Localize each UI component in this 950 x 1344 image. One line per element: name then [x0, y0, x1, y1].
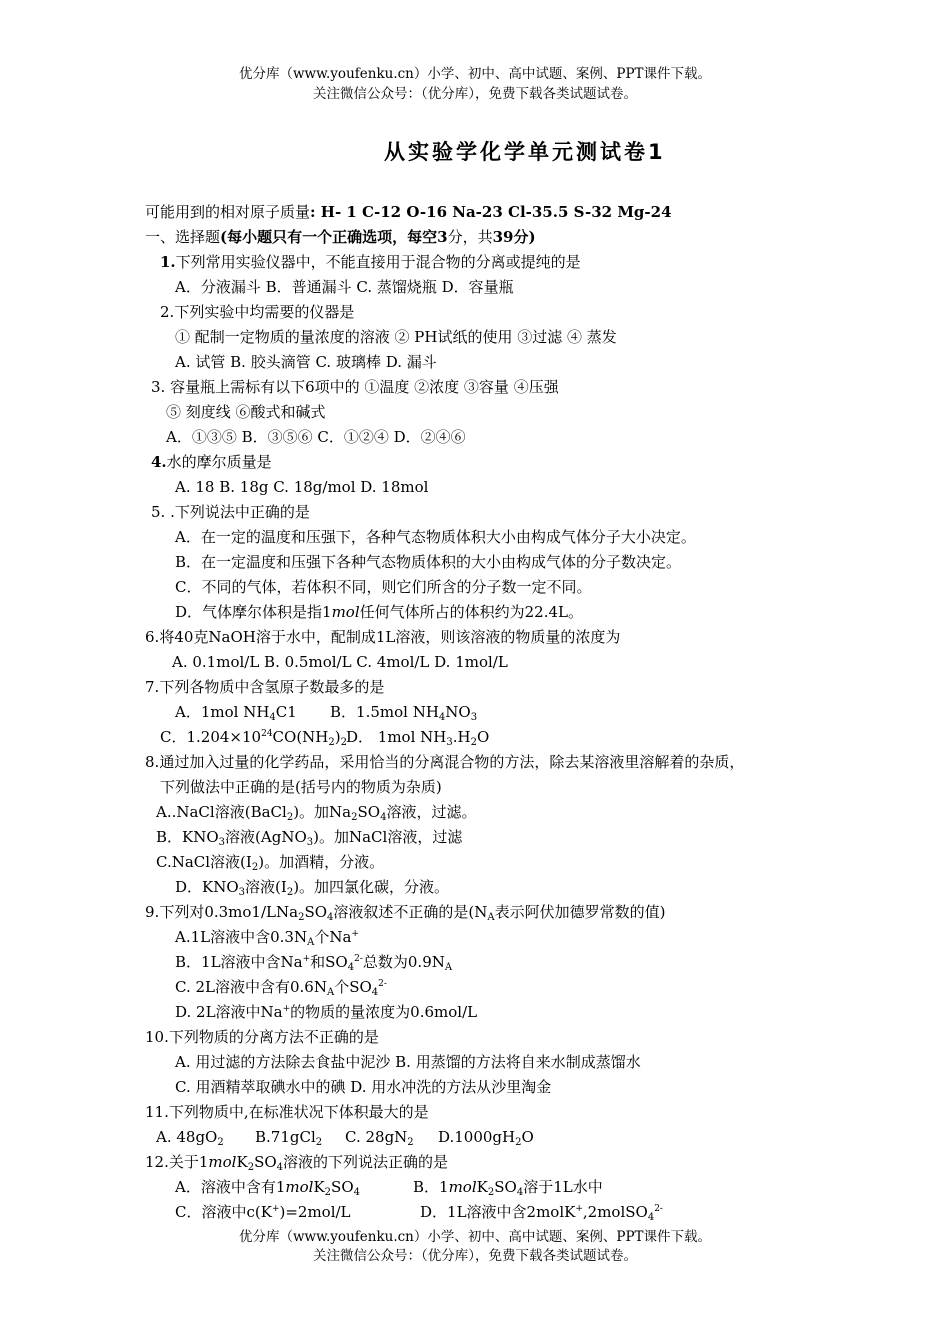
- question-stem: 下列物质的分离方法不正确的是: [168, 1028, 379, 1046]
- subscript: 2: [324, 1187, 332, 1198]
- subscript: 4: [438, 712, 446, 723]
- subscript: 4: [347, 962, 355, 973]
- option-text: SO: [494, 1178, 517, 1196]
- question-2-options: A. 试管 B. 胶头滴管 C. 玻璃棒 D. 漏斗: [175, 353, 437, 371]
- question-stem: 表示阿伏加德罗常数的值): [494, 903, 666, 921]
- header-line-2: 关注微信公众号：（优分库），免费下载各类试题试卷。: [313, 86, 637, 102]
- question-9-option-d: [175, 1002, 477, 1022]
- section-heading: [145, 227, 536, 247]
- subscript: 2: [487, 1187, 495, 1198]
- superscript: 2-: [654, 1204, 663, 1214]
- subscript: 4: [327, 912, 334, 923]
- question-stem: 将40克NaOH溶于水中，配制成1L溶液，则该溶液的物质量的浓度为: [159, 628, 621, 646]
- question-11-option-a: [156, 1127, 224, 1147]
- subscript: 2: [328, 737, 335, 748]
- option-text: B．1: [413, 1178, 449, 1196]
- question-stem: 下列物质中,在标准状况下体积最大的是: [168, 1103, 429, 1121]
- option-text: C．溶液中c(K: [175, 1203, 272, 1221]
- question-7-option-d: [346, 727, 489, 747]
- option-text: A．1mol NH: [175, 703, 270, 721]
- subscript: 4: [276, 1162, 284, 1173]
- superscript: +: [575, 1204, 583, 1214]
- subscript: 2: [286, 887, 294, 898]
- subscript: 3: [238, 887, 246, 898]
- question-11-option-c: [345, 1127, 414, 1147]
- question-6: [145, 627, 620, 647]
- question-6-options: A. 0.1mol/L B. 0.5mol/L C. 4mol/L D. 1mol/L: [172, 653, 508, 671]
- unit: mol: [448, 1178, 477, 1196]
- option-text: ): [334, 728, 341, 746]
- question-stem: 溶液的下列说法正确的是: [283, 1153, 449, 1171]
- section-title: 一、选择题: [145, 228, 221, 246]
- option-text: 溶于1L水中: [523, 1178, 603, 1196]
- subscript: 2: [251, 862, 259, 873]
- question-7: [145, 677, 384, 697]
- question-stem: 下列对0.3mo1/LNa: [159, 903, 299, 921]
- question-3-options: A．①③⑤ B．③⑤⑥ C．①②④ D．②④⑥: [166, 428, 466, 446]
- option-text: B．1: [330, 703, 366, 721]
- option-text: A. 48gO: [156, 1128, 218, 1146]
- question-2: [160, 302, 354, 322]
- question-stem: 通过加入过量的化学药品，采用恰当的分离混合物的方法，除去某溶液里溶解着的杂质，: [159, 753, 745, 771]
- question-number: 10.: [145, 1028, 169, 1046]
- question-7-option-b: [330, 702, 477, 722]
- section-note-3: 分): [513, 228, 536, 246]
- option-text: B．KNO: [156, 828, 219, 846]
- superscript: 2-: [354, 954, 363, 964]
- option-text: 总数为0.9N: [362, 953, 445, 971]
- subscript: 2: [351, 812, 358, 823]
- option-text: C. 2L溶液中含有0.6N: [175, 978, 327, 996]
- superscript: +: [271, 1204, 280, 1214]
- question-stem: 溶液叙述不正确的是(N: [333, 903, 488, 921]
- question-number: 6.: [145, 628, 160, 646]
- question-11-option-d: [438, 1127, 534, 1147]
- subscript: 3: [306, 837, 314, 848]
- section-total: 39: [492, 228, 514, 246]
- question-number: 5. .: [151, 503, 175, 521]
- option-text: 溶液(AgNO: [225, 828, 307, 846]
- question-12-option-a: [175, 1177, 360, 1197]
- option-text: B.71gCl: [255, 1128, 316, 1146]
- option-text: 溶液，过滤。: [386, 803, 477, 821]
- question-3: 3. 容量瓶上需标有以下6项中的 ①温度 ②浓度 ③容量 ④压强: [151, 378, 559, 396]
- subscript: 4: [353, 1187, 360, 1198]
- footer-line-2: 关注微信公众号：（优分库），免费下载各类试题试卷。: [313, 1248, 637, 1264]
- question-12-option-b: [413, 1177, 603, 1197]
- question-3-line-2: ⑤ 刻度线 ⑥酸式和碱式: [166, 403, 326, 421]
- option-text: O: [521, 1128, 534, 1146]
- question-4-options: A. 18 B. 18g C. 18g/mol D. 18mol: [175, 478, 429, 496]
- question-1-options: A．分液漏斗 B．普通漏斗 C. 蒸馏烧瓶 D．容量瓶: [175, 278, 514, 296]
- option-text: A．溶液中含有1: [175, 1178, 286, 1196]
- option-text: .H: [452, 728, 471, 746]
- question-5-option-a: A．在一定的温度和压强下，各种气态物质体积大小由构成气体分子大小决定。: [175, 528, 696, 546]
- subscript: 2: [217, 1137, 224, 1148]
- option-text: )。加酒精，分液。: [258, 853, 385, 871]
- section-note-2: 分，共: [447, 228, 493, 246]
- question-number: 9.: [145, 903, 160, 921]
- subscript: 4: [371, 987, 379, 998]
- option-text: K: [313, 1178, 325, 1196]
- atomic-masses: [145, 202, 672, 222]
- subscript: 3: [446, 737, 453, 748]
- subscript: 4: [380, 812, 387, 823]
- option-text: D．1L溶液中含2molK: [420, 1203, 576, 1221]
- subscript: 4: [516, 1187, 524, 1198]
- question-10-options-cd: C. 用酒精萃取碘水中的碘 D. 用水冲洗的方法从沙里淘金: [175, 1078, 552, 1096]
- subscript: A: [307, 937, 315, 948]
- subscript: 3: [470, 712, 478, 723]
- question-1: [160, 252, 581, 272]
- option-text: D.1000gH: [438, 1128, 516, 1146]
- question-10: [145, 1027, 379, 1047]
- question-9-option-a: [175, 927, 359, 947]
- option-text: D．KNO: [175, 878, 239, 896]
- option-text: C．1: [160, 728, 197, 746]
- question-number: 12.: [145, 1153, 169, 1171]
- option-text: K: [476, 1178, 488, 1196]
- page-title: 从实验学化学单元测试卷1: [384, 140, 666, 164]
- question-8-option-c: [156, 852, 384, 872]
- question-8-stem-2: 下列做法中正确的是(括号内的物质为杂质): [160, 778, 442, 796]
- superscript: 2-: [378, 979, 387, 989]
- question-stem: 下列常用实验仪器中，不能直接用于混合物的分离或提纯的是: [175, 253, 581, 271]
- footer-line-1: 优分库（www.youfenku.cn）小学、初中、高中试题、案例、PPT课件下载。: [238, 1229, 712, 1245]
- atomic-masses-values: : H- 1 C-12 O-16 Na-23 Cl-35.5 S-32 Mg-24: [310, 203, 672, 221]
- atomic-masses-prefix: 可能用到的相对原子质量: [145, 203, 311, 221]
- unit: mol: [285, 1178, 314, 1196]
- option-text: D. 2L溶液中Na: [175, 1003, 283, 1021]
- option-text: SO: [331, 1178, 354, 1196]
- superscript: 24: [261, 729, 273, 739]
- option-text: 个SO: [334, 978, 372, 996]
- question-5-option-b: B．在一定温度和压强下各种气态物质体积的大小由构成气体的分子数决定。: [175, 553, 682, 571]
- option-text: SO: [357, 803, 381, 821]
- header-line-1: 优分库（www.youfenku.cn）小学、初中、高中试题、案例、PPT课件下载。: [238, 66, 712, 82]
- option-text: )。加NaCl溶液，过滤: [313, 828, 463, 846]
- option-text: D．气体摩尔体积是指1: [175, 603, 332, 621]
- option-text: B．1L溶液中含Na: [175, 953, 303, 971]
- question-4: [151, 452, 272, 472]
- question-7-option-a: [175, 702, 297, 722]
- subscript: 4: [269, 712, 276, 723]
- option-text: C.NaCl溶液(I: [156, 853, 252, 871]
- question-9: [145, 902, 665, 922]
- question-5: [151, 502, 310, 522]
- subscript: 2: [286, 812, 294, 823]
- subscript: A: [444, 962, 453, 973]
- question-number: 4.: [151, 453, 167, 471]
- question-number: 8.: [145, 753, 160, 771]
- question-8-option-d: [175, 877, 449, 897]
- question-stem: 关于1: [168, 1153, 209, 1171]
- question-number: 11.: [145, 1103, 169, 1121]
- option-text: 和SO: [310, 953, 348, 971]
- option-text: A..NaCl溶液(BaCl: [156, 803, 287, 821]
- subscript: 2: [407, 1137, 414, 1148]
- unit: mol: [208, 1153, 237, 1171]
- subscript: A: [326, 987, 335, 998]
- question-number: 2.: [160, 303, 175, 321]
- option-text: )=2mol/L: [279, 1203, 351, 1221]
- unit: mol: [331, 603, 360, 621]
- subscript: 3: [218, 837, 226, 848]
- question-number: 1.: [160, 253, 176, 271]
- subscript: A: [487, 912, 495, 923]
- option-text: O: [476, 728, 490, 746]
- question-12-option-d: [420, 1202, 663, 1222]
- option-text: 溶液(I: [245, 878, 287, 896]
- option-text: 的物质的量浓度为0.6mol/L: [290, 1003, 478, 1021]
- question-11-option-b: [255, 1127, 322, 1147]
- question-12-option-c: [175, 1202, 351, 1222]
- option-text: A.1L溶液中含0.3N: [175, 928, 308, 946]
- option-text: )。加四氯化碳，分液。: [293, 878, 450, 896]
- option-text: .5mol NH: [365, 703, 439, 721]
- subscript: 2: [247, 1162, 255, 1173]
- question-5-option-c: C．不同的气体，若体积不同，则它们所含的分子数一定不同。: [175, 578, 592, 596]
- option-text: C. 28gN: [345, 1128, 408, 1146]
- question-8-option-b: [156, 827, 462, 847]
- question-10-options-ab: A. 用过滤的方法除去食盐中泥沙 B. 用蒸馏的方法将自来水制成蒸馏水: [175, 1053, 641, 1071]
- question-stem: K: [236, 1153, 248, 1171]
- question-11: [145, 1102, 429, 1122]
- section-points: 3: [437, 228, 448, 246]
- subscript: 2: [315, 1137, 323, 1148]
- option-text: C1: [275, 703, 297, 721]
- option-text: .204×10: [196, 728, 262, 746]
- option-text: 个Na: [314, 928, 352, 946]
- option-text: CO(NH: [272, 728, 329, 746]
- question-7-option-c: [160, 727, 347, 747]
- question-stem: 下列实验中均需要的仪器是: [174, 303, 355, 321]
- question-2-items: ① 配制一定物质的量浓度的溶液 ② PH试纸的使用 ③过滤 ④ 蒸发: [175, 328, 617, 346]
- option-text: ,2molSO: [582, 1203, 648, 1221]
- question-stem: SO: [254, 1153, 277, 1171]
- subscript: 4: [647, 1212, 655, 1223]
- option-text: NO: [445, 703, 471, 721]
- option-text: 任何气体所占的体积约为22.4L。: [359, 603, 584, 621]
- section-note: (每小题只有一个正确选项，每空: [220, 228, 438, 246]
- question-stem: 下列各物质中含氢原子数最多的是: [159, 678, 385, 696]
- superscript: +: [351, 929, 359, 939]
- option-text: D． 1mol NH: [346, 728, 447, 746]
- subscript: 2: [470, 737, 477, 748]
- superscript: +: [282, 1004, 291, 1014]
- question-stem: 水的摩尔质量是: [166, 453, 272, 471]
- question-8: [145, 752, 744, 772]
- subscript: 2: [515, 1137, 522, 1148]
- question-12: [145, 1152, 448, 1172]
- question-stem: 下列说法中正确的是: [174, 503, 310, 521]
- question-number: 7.: [145, 678, 160, 696]
- question-8-option-a: [156, 802, 476, 822]
- question-5-option-d: [175, 602, 583, 622]
- question-9-option-c: [175, 977, 387, 997]
- superscript: +: [302, 954, 311, 964]
- option-text: )。加Na: [293, 803, 352, 821]
- question-stem: SO: [304, 903, 328, 921]
- subscript: 2: [298, 912, 305, 923]
- question-9-option-b: [175, 952, 452, 972]
- subscript: 2: [340, 737, 347, 748]
